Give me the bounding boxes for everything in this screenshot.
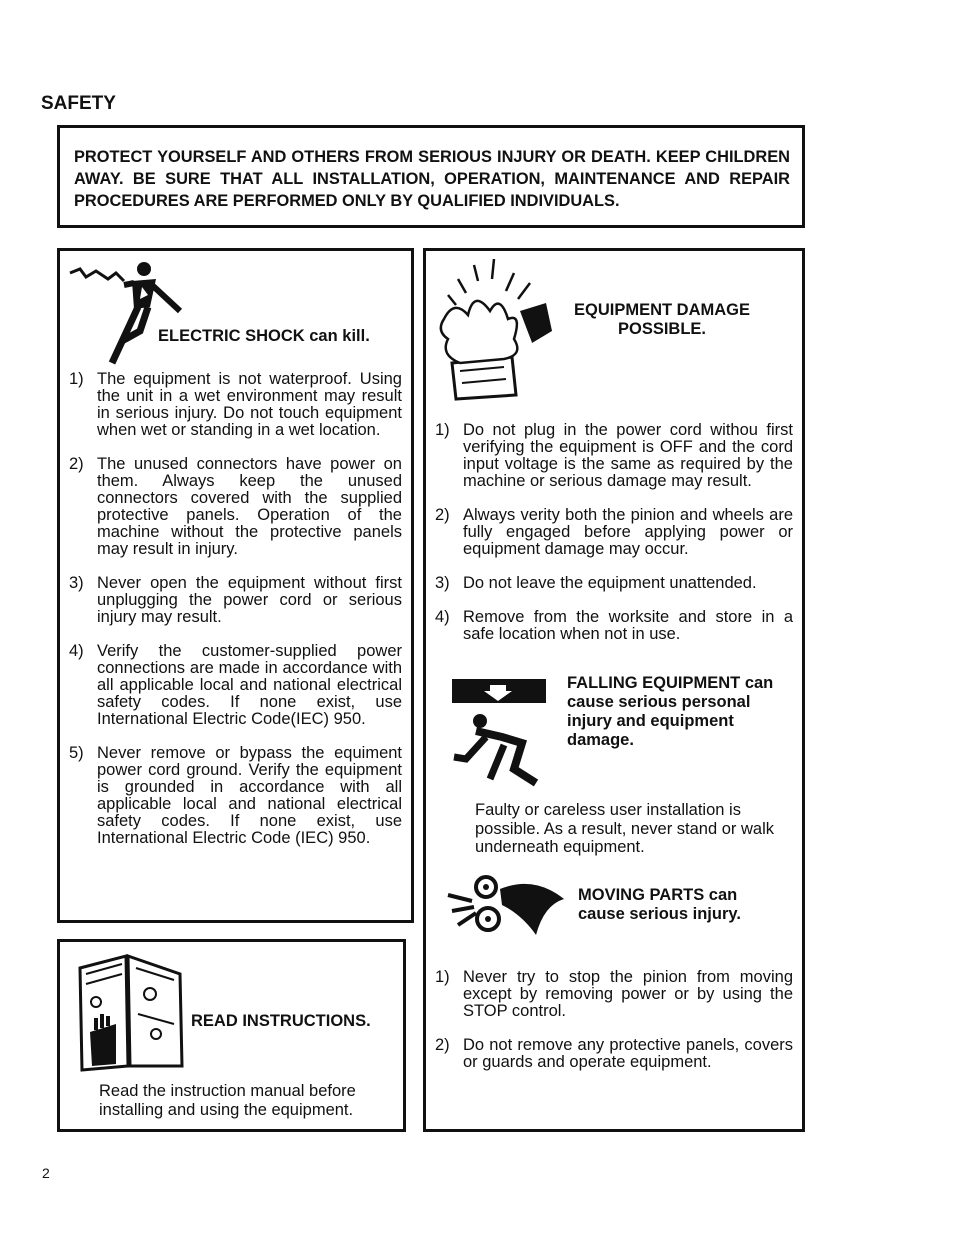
list-item: 1) Do not plug in the power cord withou first verifying the equipment is OFF and the cord input voltage is the same as required by the machine or serious damage may result. [435,421,793,490]
equipment-safety-panel [423,248,805,1132]
list-item: 5) Never remove or bypass the equiment power cord ground. Verify the equipment is grounded in accordance with all applicable local and national electrical safety codes. If none exist, use International Electric Code (IEC) 950. [69,744,402,847]
falling-equipment-text: Faulty or careless user installation is possible. As a result, never stand or walk underneath equipment. [475,801,774,856]
list-item: 3) Do not leave the equipment unattended. [435,574,757,592]
moving-gears-hand-icon [444,875,566,941]
equipment-damage-list [435,422,793,660]
read-instructions-title: READ INSTRUCTIONS. [191,1012,371,1030]
list-item: 2) The unused connectors have power on them. Always keep the unused connectors covered with the supplied protective panels. Operation of the machine without the protective panels may result in injury. [69,455,402,558]
electric-shock-title: ELECTRIC SHOCK can kill. [158,327,370,345]
list-item: 4) Remove from the worksite and store in a safe location when not in use. [435,608,793,643]
page-number: 2 [42,1165,50,1181]
read-instructions-panel [57,939,406,1132]
electric-shock-list [69,371,402,864]
list-item: 1) Never try to stop the pinion from moving except by removing power or by using the STOP control. [435,968,793,1020]
section-title: SAFETY [41,93,116,114]
list-item: 3) Never open the equipment without first unplugging the power cord or serious injury may result. [69,574,402,626]
list-item: 2) Do not remove any protective panels, covers or guards and operate equipment. [435,1036,793,1071]
manual-book-icon [76,954,188,1072]
list-item: 4) Verify the customer-supplied power connections are made in accordance with all applicable local and national electrical safety codes. If none exist, use International Electric Code(IEC) 950. [69,642,402,728]
electric-shock-panel [57,248,414,923]
falling-object-icon [450,679,548,791]
list-item: 2) Always verity both the pinion and wheels are fully engaged before applying power or equipment damage may occur. [435,506,793,558]
warning-banner: PROTECT YOURSELF AND OTHERS FROM SERIOUS INJURY OR DEATH. KEEP CHILDREN AWAY. BE SURE THAT ALL INSTALLATION, OPERATION, MAINTENANCE AND REPAIR PROCEDURES ARE PERFORMED ONLY BY QUALIFIED INDIVIDUALS. [57,125,805,228]
moving-parts-list [435,969,793,1088]
list-item: 1) The equipment is not waterproof. Using the unit in a wet environment may result in serious injury. Do not touch equipment when wet or standing in a wet location. [69,370,402,439]
read-instructions-text: Read the instruction manual before installing and using the equipment. [99,1082,356,1119]
exploding-equipment-icon [434,259,558,401]
electric-shock-icon [68,261,184,367]
falling-equipment-title: FALLING EQUIPMENT can cause serious personal injury and equipment damage. [567,674,774,749]
equipment-damage-title: EQUIPMENT DAMAGE POSSIBLE. [573,301,750,338]
moving-parts-title: MOVING PARTS can cause serious injury. [578,886,741,923]
